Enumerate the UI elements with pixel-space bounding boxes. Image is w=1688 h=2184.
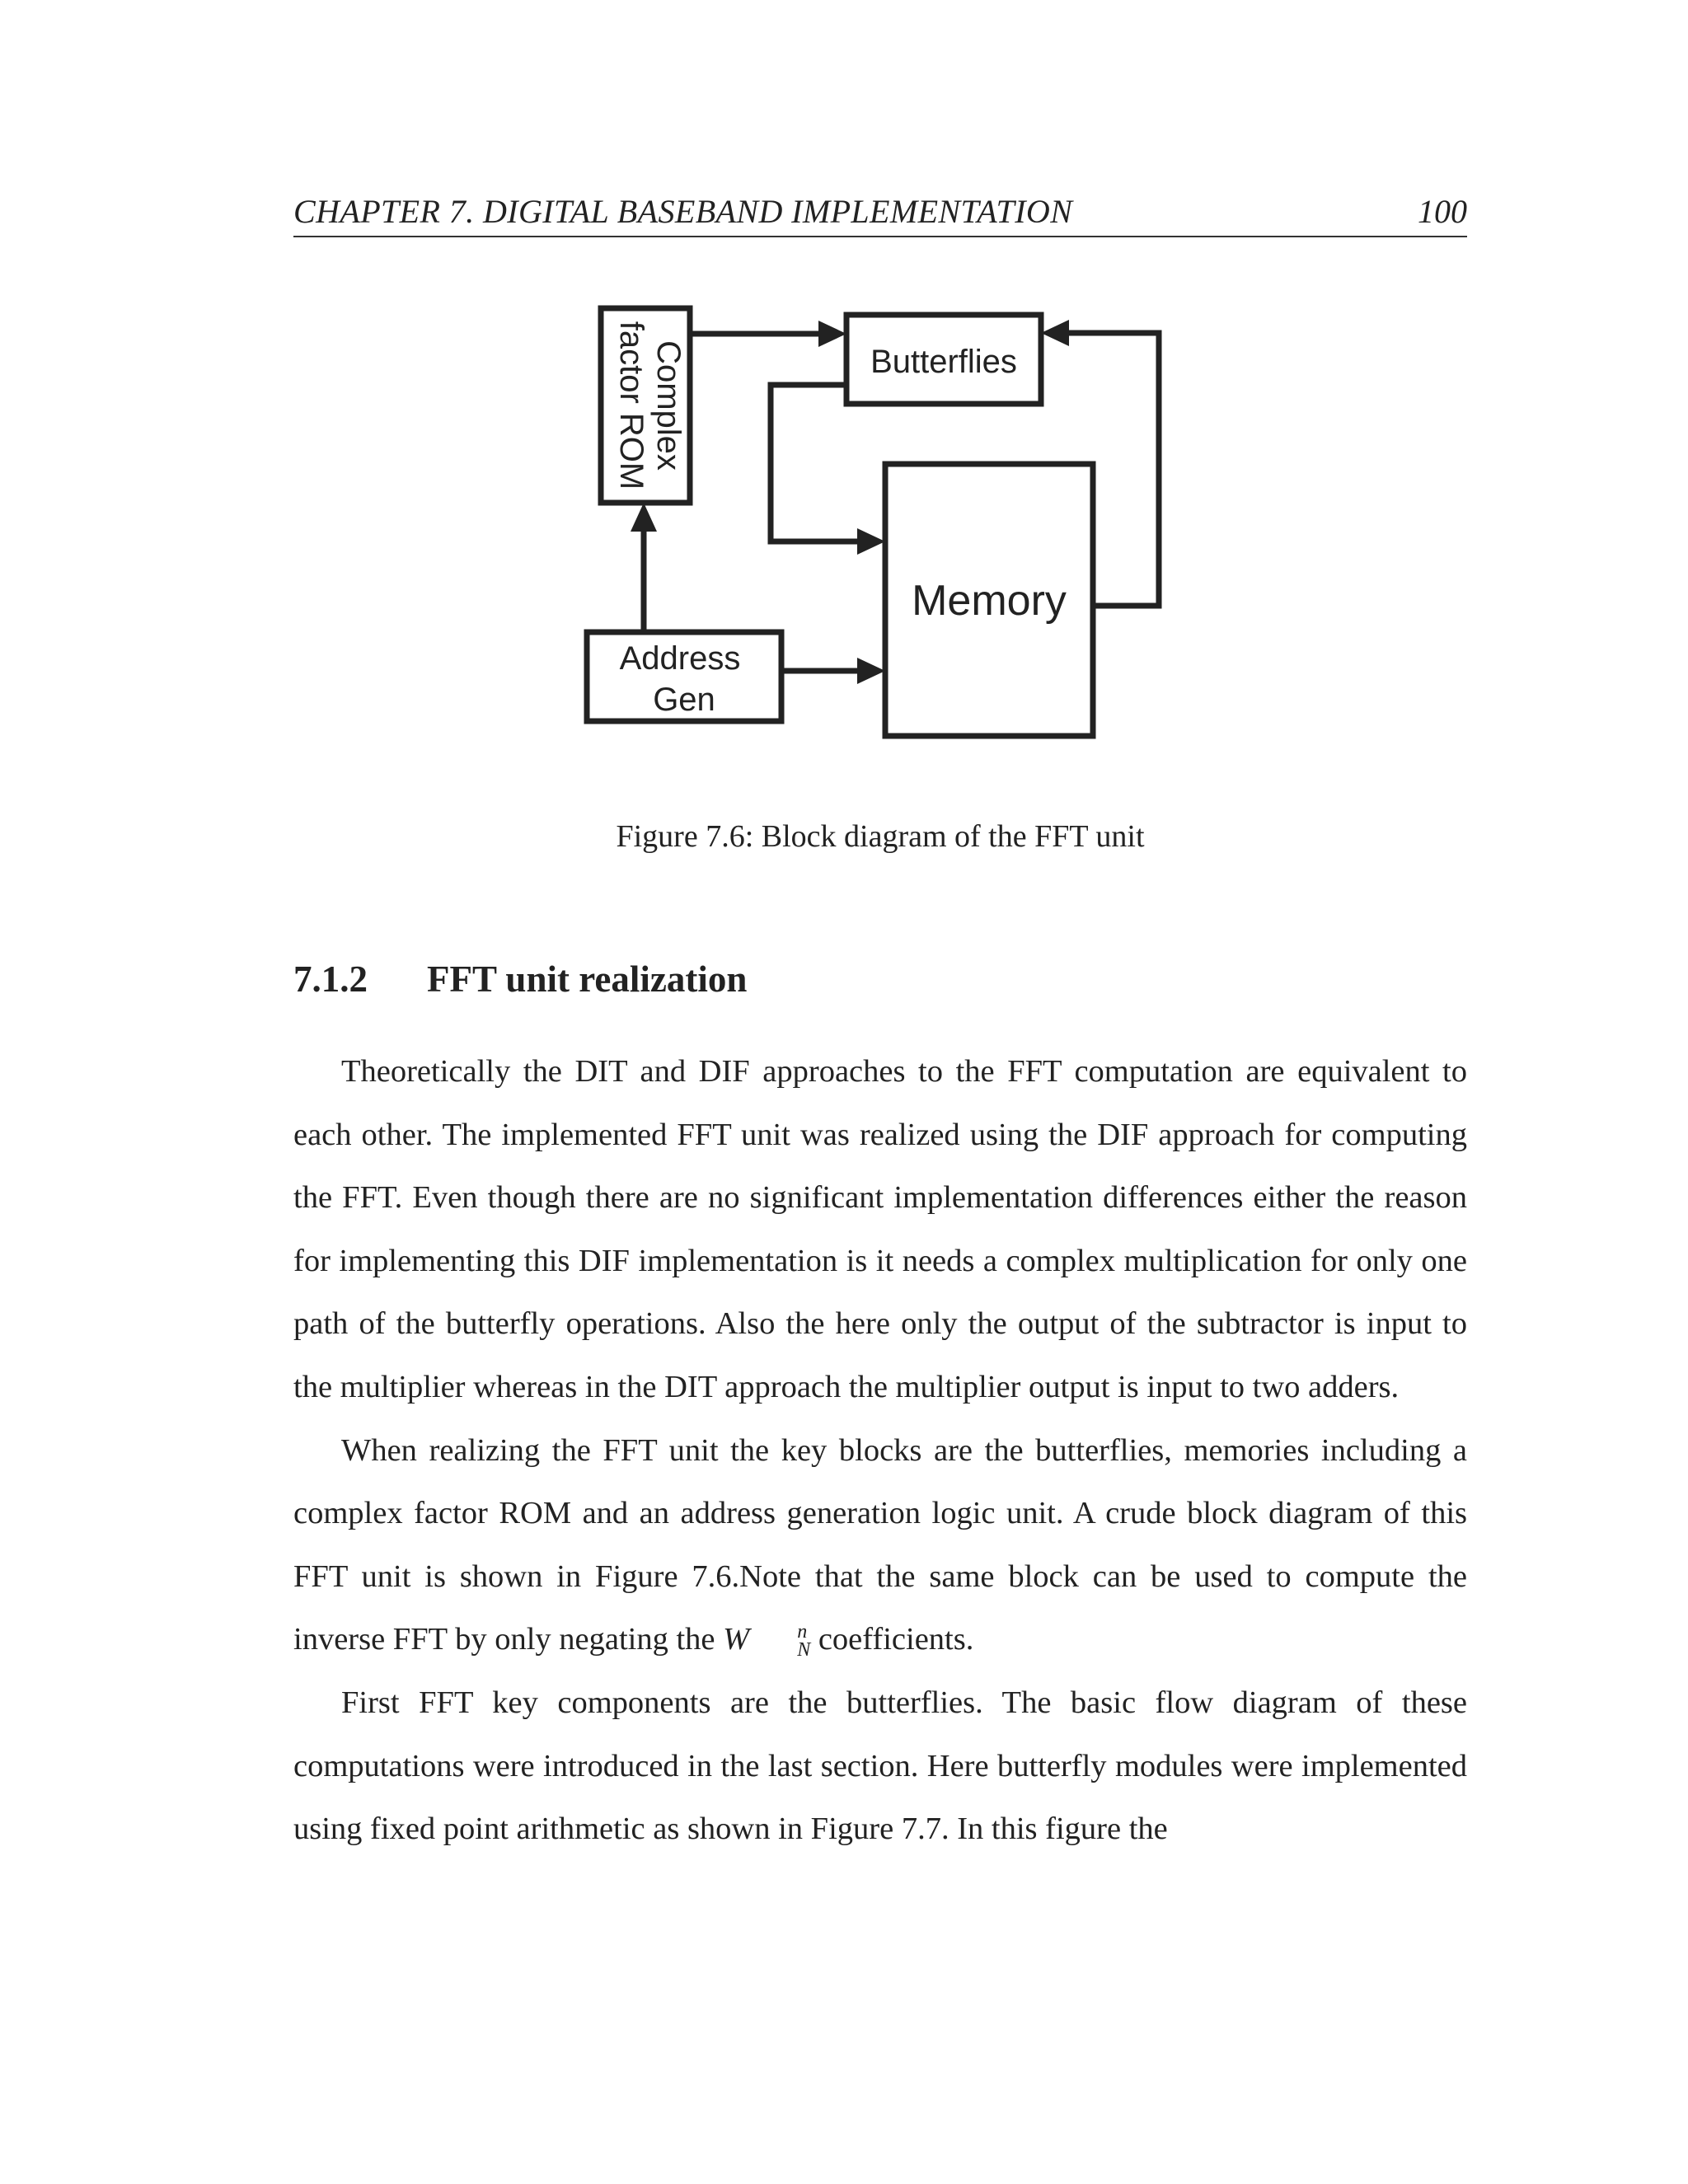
rom-label-line2: factor ROM [613,321,649,490]
butterflies-label: Butterflies [870,344,1017,380]
arrow-memory-to-butterflies [1067,333,1159,606]
arrow-butterflies-to-memory [771,385,859,541]
arrowhead-memory-upper [857,528,885,555]
paragraph-2 [293,1419,1467,1671]
page-number: 100 [1418,193,1467,230]
chapter-title: CHAPTER 7. DIGITAL BASEBAND IMPLEMENTATION [293,193,1073,230]
arrowhead-memory-lower [857,658,885,684]
paragraph-2-text-before: When realizing the FFT unit the key blocks are the butterflies, memories including a complex factor ROM and an address generation logic unit. A crude block diagram of this FFT unit is shown in Figure 7.6.Note that the same block can be used to compute the inverse FFT by only negating the [293,1432,1467,1657]
paragraph-3: First FFT key components are the butterflies. The basic flow diagram of these computations were introduced in the last section. Here butterfly modules were implemented using fixed point arithmetic as shown in Figure 7.7. In this figure the [293,1685,1467,1847]
fft-block-diagram [0,0,1688,791]
paragraph-2-text-after: coefficients. [810,1622,974,1657]
memory-label: Memory [912,577,1067,625]
arrowhead-butterflies-right [1041,320,1069,346]
math-subscript: N [797,1639,811,1661]
math-base: W [723,1622,750,1657]
section-title: FFT unit realization [427,958,748,1000]
arrowhead-rom-bottom [631,503,657,532]
section-number: 7.1.2 [293,958,368,1000]
figure-caption: Figure 7.6: Block diagram of the FFT unit [616,819,1145,854]
rom-label-line1: Complex [650,340,687,471]
twiddle-factor-symbol [723,1621,811,1661]
address-gen-label-line1: Address [619,640,741,677]
paragraph-1: Theoretically the DIT and DIF approaches to the FFT computation are equivalent to each other. The implemented FFT unit was realized using the DIF approach for computing the FFT. Even though there are no significant implementation differences either the reason for implementing this DIF implementation is it needs a complex multiplication for only one path of the butterfly operations. Also the here only the output of the subtractor is input to the multiplier whereas in the DIT approach the multiplier output is input to two adders. [293,1054,1467,1404]
section-heading [293,954,747,1004]
address-gen-label-line2: Gen [653,682,715,718]
math-superscript: n [797,1621,808,1643]
arrowhead-butterflies-left [818,321,846,347]
body-text [293,1040,1467,1861]
